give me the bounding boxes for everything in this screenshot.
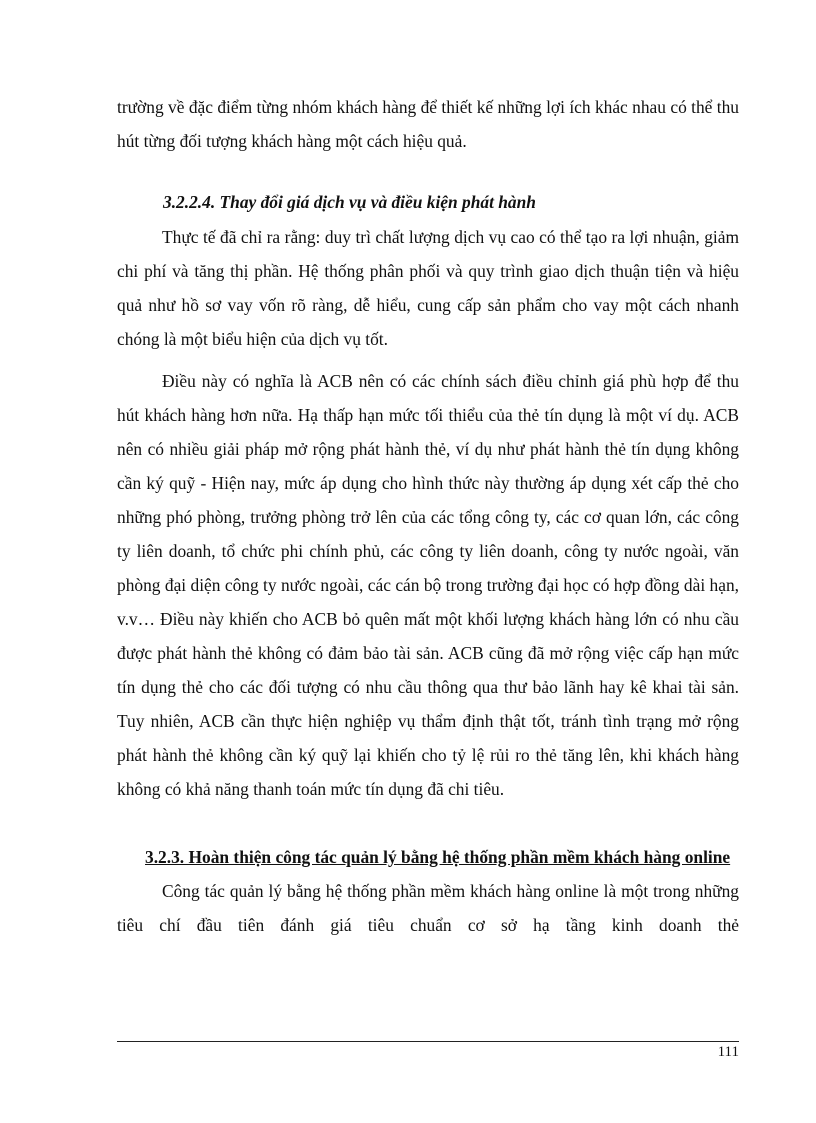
intro-continuation-paragraph: trường về đặc điểm từng nhóm khách hàng để thiết kế những lợi ích khác nhau có thể thu hút từng đối tượng khách hàng một cách hiệu quả. (117, 97, 739, 151)
subsection-heading: 3.2.2.4. Thay đổi giá dịch vụ và điều kiện phát hành (163, 192, 536, 212)
page-number: 111 (717, 1044, 739, 1060)
page-body (117, 90, 739, 976)
section-heading: 3.2.3. Hoàn thiện công tác quản lý bằng hệ thống phần mềm khách hàng online (145, 847, 731, 867)
body-paragraph-3: Công tác quản lý bằng hệ thống phần mềm khách hàng online là một trong những tiêu chí đầu tiên đánh giá tiêu chuẩn cơ sở hạ tầng kinh doanh thẻ (117, 881, 739, 935)
footer-divider (117, 1041, 739, 1042)
body-paragraph-1: Thực tế đã chỉ ra rằng: duy trì chất lượng dịch vụ cao có thể tạo ra lợi nhuận, giảm chi phí và tăng thị phần. Hệ thống phân phối và quy trình giao dịch thuận tiện và hiệu quả như hồ sơ vay vốn rõ ràng, dễ hiểu, cung cấp sản phẩm cho vay một cách nhanh chóng là một biểu hiện của dịch vụ tốt. (117, 227, 739, 349)
body-paragraph-2: Điều này có nghĩa là ACB nên có các chính sách điều chỉnh giá phù hợp để thu hút khách hàng hơn nữa. Hạ thấp hạn mức tối thiểu của thẻ tín dụng là một ví dụ. ACB nên có nhiều giải pháp mở rộng phát hành thẻ, ví dụ như phát hành thẻ tín dụng không cần ký quỹ - Hiện nay, mức áp dụng cho hình thức này thường áp dụng xét cấp thẻ cho những phó phòng, trưởng phòng trở lên của các tổng công ty, các cơ quan lớn, các công ty liên doanh, tổ chức phi chính phủ, các công ty liên doanh, công ty nước ngoài, văn phòng đại diện công ty nước ngoài, các cán bộ trong trường đại học có hợp đồng dài hạn, v.v… Điều này khiến cho ACB bỏ quên mất một khối lượng khách hàng lớn có nhu cầu được phát hành thẻ không có đảm bảo tài sản. ACB cũng đã mở rộng việc cấp hạn mức tín dụng thẻ cho các đối tượng có nhu cầu thông qua thư bảo lãnh hay kê khai tài sản. Tuy nhiên, ACB cần thực hiện nghiệp vụ thẩm định thật tốt, tránh tình trạng mở rộng phát hành thẻ không cần ký quỹ lại khiến cho tỷ lệ rủi ro thẻ tăng lên, khi khách hàng không có khả năng thanh toán mức tín dụng đã chi tiêu. (117, 371, 739, 799)
